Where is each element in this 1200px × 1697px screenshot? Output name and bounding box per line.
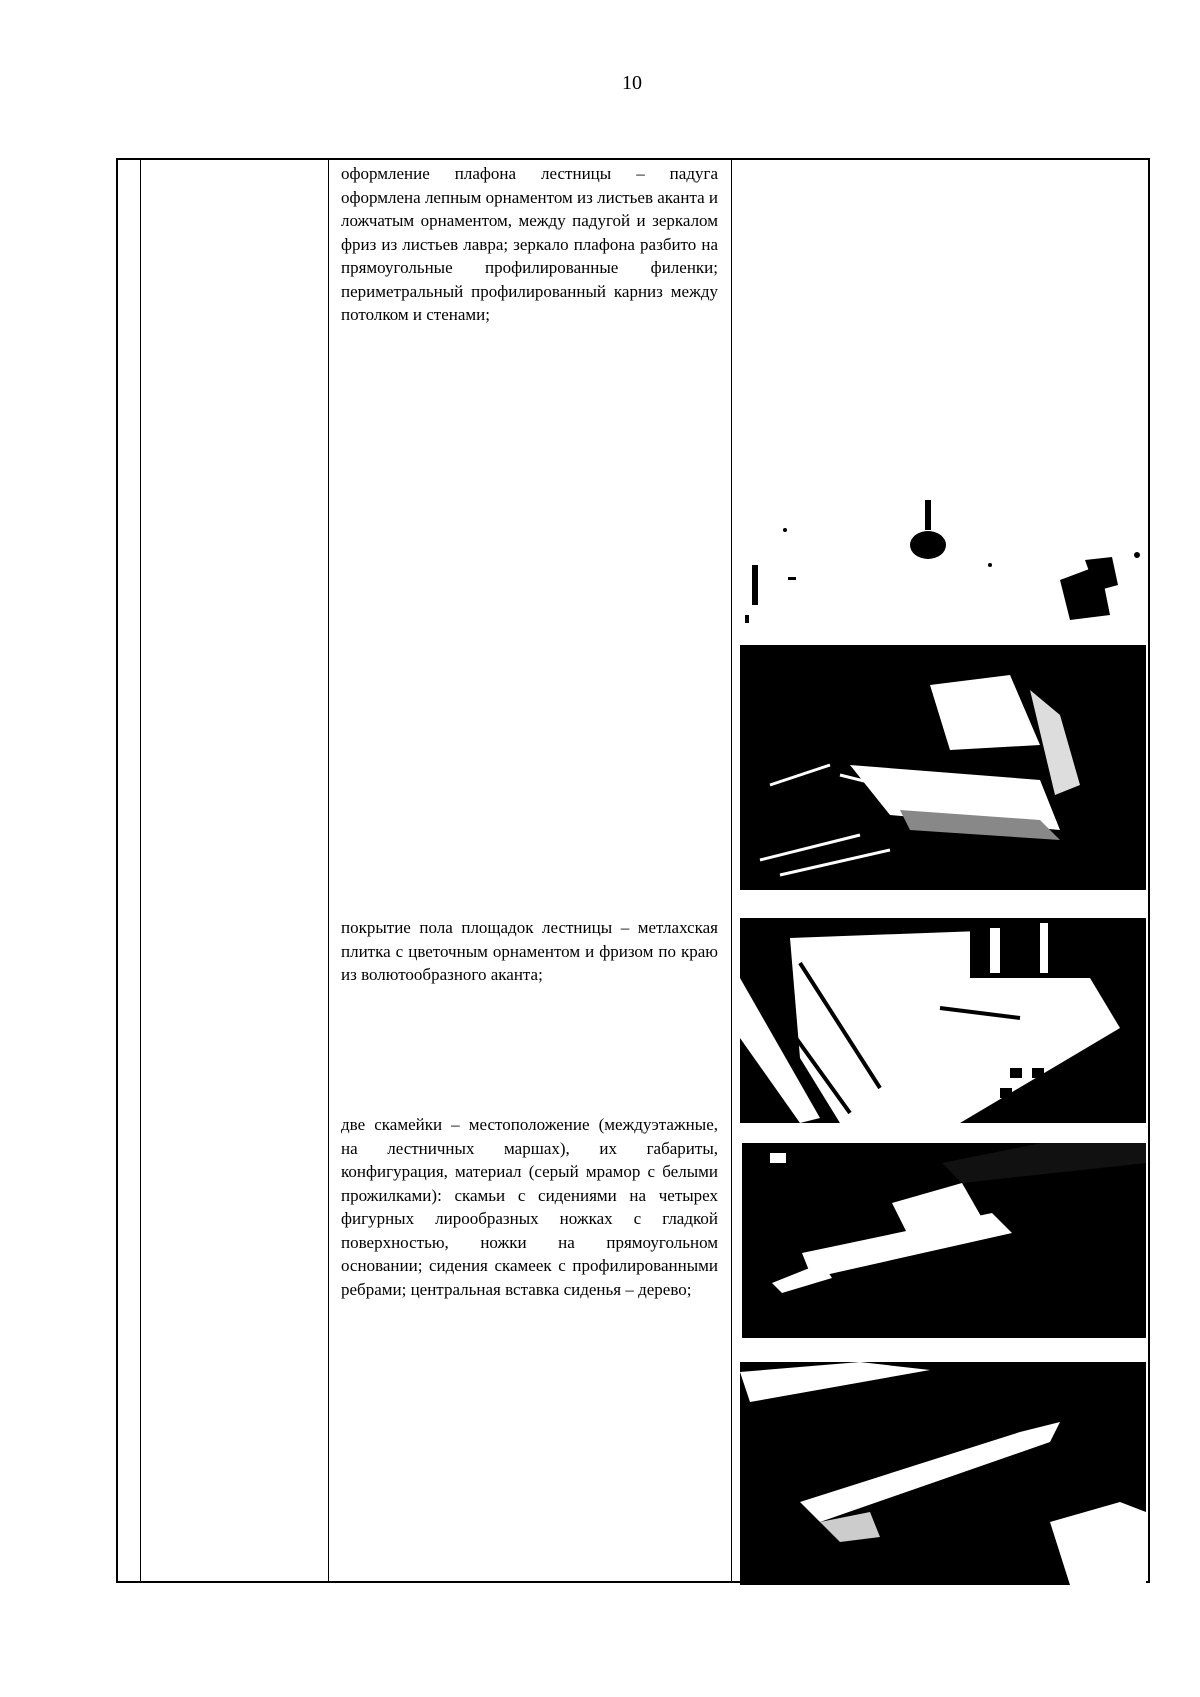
floor-tiles-photo — [740, 918, 1146, 1123]
row-text-benches: две скамейки – местоположение (междуэтажные, на лестничных маршах), их габариты, конфигурация, материал (серый мрамор с белыми прожилками): скамьи с сидениями на четырех фигурных лирообразных ножках с гладкой поверхностью, ножки на прямоугольном основании; сидения скамеек с профилированными ребрами; центральная вставка сиденья – дерево; — [341, 1115, 718, 1299]
table-column-divider — [140, 160, 141, 1581]
table-column-divider — [328, 160, 329, 1581]
row-text-floor: покрытие пола площадок лестницы – метлахская плитка с цветочным орнаментом и фризом по краю из волютообразного аканта; — [341, 918, 718, 984]
ceiling-photo — [740, 645, 1146, 890]
table-column-divider — [731, 160, 732, 1581]
bench-photo-1 — [742, 1143, 1146, 1338]
page-number: 10 — [622, 72, 642, 94]
ceiling-photo-fragment — [740, 495, 1146, 625]
bench-photo-2 — [740, 1362, 1146, 1585]
row-text-plafond: оформление плафона лестницы – падуга оформлена лепным орнаментом из листьев аканта и ложчатым орнаментом, между падугой и зеркалом фриз из листьев лавра; зеркало плафона разбито на прямоугольные профилированные филенки; периметральный профилированный карниз между потолком и стенами; — [341, 164, 718, 324]
